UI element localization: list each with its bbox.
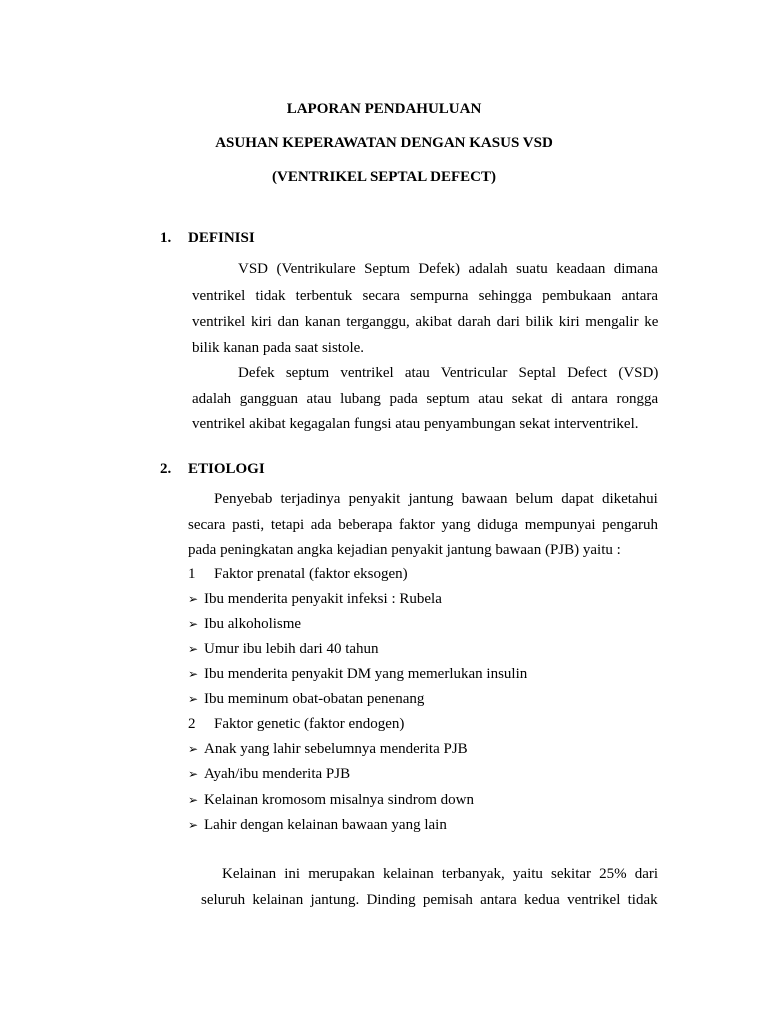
list-item-text: Ibu menderita penyakit infeksi : Rubela (204, 591, 442, 607)
arrow-bullet-icon: ➢ (188, 667, 199, 681)
list-item-text: Umur ibu lebih dari 40 tahun (204, 641, 379, 657)
document-title-line-2: ASUHAN KEPERAWATAN DENGAN KASUS VSD (215, 135, 553, 151)
paragraph-line: seluruh kelainan jantung. Dinding pemisah antara kedua ventrikel tidak (201, 892, 658, 908)
numbered-item (188, 564, 408, 584)
section-title: ETIOLOGI (188, 461, 265, 477)
arrow-bullet-icon: ➢ (188, 617, 199, 631)
list-item (188, 589, 442, 609)
list-item-text: Ibu meminum obat-obatan penenang (204, 691, 425, 707)
list-item (188, 689, 424, 709)
document-title-line-1: LAPORAN PENDAHULUAN (286, 101, 482, 117)
arrow-bullet-icon: ➢ (188, 642, 199, 656)
list-item-text: Ibu menderita penyakit DM yang memerlukan insulin (204, 666, 528, 682)
section-title: DEFINISI (188, 230, 255, 246)
section-heading-definisi (160, 230, 255, 247)
list-item-text: Ibu alkoholisme (204, 616, 302, 632)
paragraph-line: bilik kanan pada saat sistole. (192, 340, 365, 356)
paragraph-line: Defek septum ventrikel atau Ventricular Septal Defect (VSD) (238, 365, 658, 381)
paragraph-line: ventrikel kiri dan kanan terganggu, akibat darah dari bilik kiri mengalir ke (192, 314, 658, 330)
paragraph-line: ventrikel akibat kegagalan fungsi atau penyambungan sekat interventrikel. (192, 416, 639, 432)
paragraph-line: Penyebab terjadinya penyakit jantung bawaan belum dapat diketahui (214, 491, 658, 507)
item-number: 2 (188, 716, 196, 732)
arrow-bullet-icon: ➢ (188, 793, 199, 807)
list-item (188, 639, 379, 659)
item-label: Faktor prenatal (faktor eksogen) (214, 566, 408, 582)
paragraph-line: adalah gangguan atau lubang pada septum atau sekat di antara rongga (192, 391, 658, 407)
list-item (188, 664, 527, 684)
arrow-bullet-icon: ➢ (188, 692, 199, 706)
item-number: 1 (188, 566, 196, 582)
list-item-text: Lahir dengan kelainan bawaan yang lain (204, 817, 447, 833)
document-title-line-3: (VENTRIKEL SEPTAL DEFECT) (272, 169, 496, 185)
paragraph-line: Kelainan ini merupakan kelainan terbanyak, yaitu sekitar 25% dari (222, 866, 658, 882)
paragraph-line: pada peningkatan angka kejadian penyakit jantung bawaan (PJB) yaitu : (188, 542, 621, 558)
arrow-bullet-icon: ➢ (188, 592, 199, 606)
list-item-text: Anak yang lahir sebelumnya menderita PJB (204, 741, 468, 757)
list-item (188, 790, 474, 810)
list-item (188, 764, 350, 784)
arrow-bullet-icon: ➢ (188, 767, 199, 781)
list-item-text: Ayah/ibu menderita PJB (204, 766, 351, 782)
list-item (188, 614, 301, 634)
paragraph-line: secara pasti, tetapi ada beberapa faktor yang diduga mempunyai pengaruh (188, 517, 658, 533)
list-item-text: Kelainan kromosom misalnya sindrom down (204, 792, 474, 808)
section-number: 1. (160, 230, 172, 246)
list-item (188, 815, 447, 835)
arrow-bullet-icon: ➢ (188, 818, 199, 832)
numbered-item (188, 714, 404, 734)
section-heading-etiologi (160, 461, 265, 478)
section-number: 2. (160, 461, 172, 477)
arrow-bullet-icon: ➢ (188, 742, 199, 756)
paragraph-line: VSD (Ventrikulare Septum Defek) adalah suatu keadaan dimana (238, 261, 658, 277)
list-item (188, 739, 468, 759)
paragraph-line: ventrikel tidak terbentuk secara sempurna sehingga pembukaan antara (192, 288, 658, 304)
item-label: Faktor genetic (faktor endogen) (214, 716, 405, 732)
